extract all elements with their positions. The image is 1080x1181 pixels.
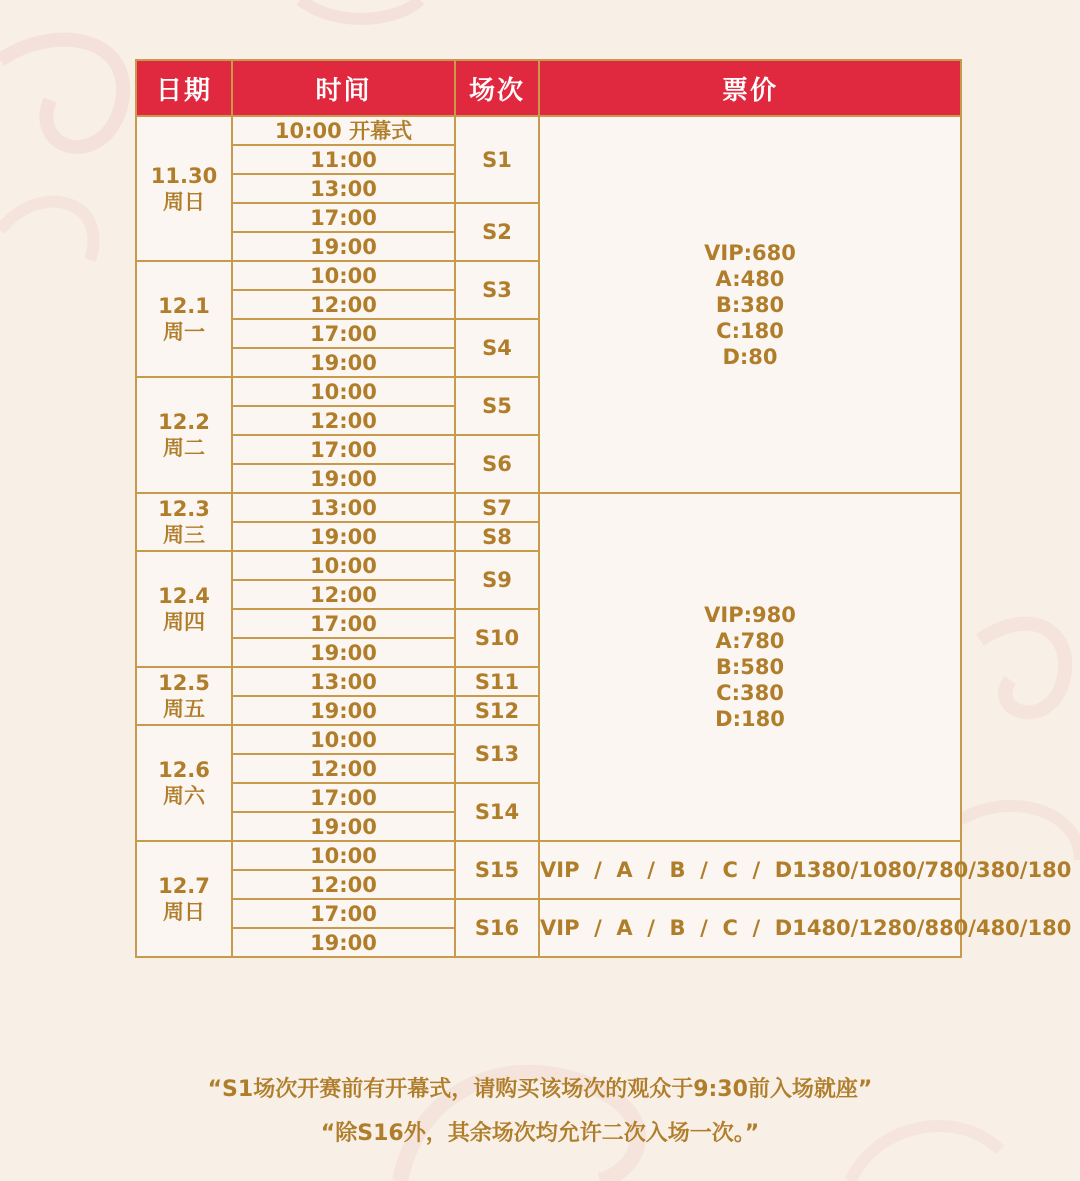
price-line: B:380	[715, 292, 785, 317]
price-line: D:180	[715, 707, 785, 731]
weekday: 周四	[163, 610, 205, 634]
time-cell: 19:00	[232, 522, 455, 551]
time-cell: 17:00	[232, 435, 455, 464]
price-cell	[539, 493, 961, 841]
time-cell: 17:00	[232, 319, 455, 348]
table-row	[136, 493, 961, 522]
time-cell: 10:00	[232, 261, 455, 290]
table-row	[136, 899, 961, 928]
price-cell	[539, 841, 1072, 899]
session-cell: S14	[455, 783, 539, 841]
time-cell: 12:00	[232, 580, 455, 609]
price-line: B:580	[715, 655, 785, 679]
price-line: VIP / A / B / C / D	[540, 916, 793, 940]
time-cell: 10:00	[232, 841, 455, 870]
date-cell	[136, 377, 232, 493]
time-cell: 12:00	[232, 406, 455, 435]
price-line: VIP / A / B / C / D	[540, 858, 793, 882]
time-cell: 12:00	[232, 754, 455, 783]
price-line: C:180	[716, 318, 784, 343]
weekday: 周日	[163, 189, 205, 214]
time-cell: 13:00	[232, 493, 455, 522]
date-cell	[136, 116, 232, 261]
session-cell: S9	[455, 551, 539, 609]
schedule-body	[136, 116, 1072, 957]
time-cell: 13:00	[232, 667, 455, 696]
weekday: 周六	[163, 784, 205, 808]
date-cell	[136, 261, 232, 377]
date-cell	[136, 841, 232, 957]
date-value: 12.4	[158, 584, 210, 608]
time-cell: 19:00	[232, 696, 455, 725]
price-line: 1480/1280/880/480/180	[792, 916, 1072, 940]
time-cell: 17:00	[232, 783, 455, 812]
header-session: 场次	[455, 60, 539, 116]
date-cell	[136, 667, 232, 725]
table-row	[136, 116, 961, 145]
time-cell: 10:00	[232, 551, 455, 580]
note-reentry: “除S16外，其余场次均允许二次入场一次。”	[320, 1121, 760, 1146]
price-cell	[539, 899, 1072, 957]
header-time: 时间	[232, 60, 455, 116]
time-cell: 10:00 开幕式	[232, 116, 455, 145]
time-cell: 13:00	[232, 174, 455, 203]
header-price: 票价	[539, 60, 961, 116]
price-line: 1380/1080/780/380/180	[792, 858, 1072, 882]
date-cell	[136, 725, 232, 841]
schedule-table	[135, 59, 1072, 958]
session-cell: S13	[455, 725, 539, 783]
date-value: 12.7	[158, 874, 210, 898]
session-cell: S3	[455, 261, 539, 319]
price-line: D:80	[722, 344, 778, 369]
session-cell: S5	[455, 377, 539, 435]
weekday: 周二	[163, 436, 205, 460]
time-cell: 19:00	[232, 232, 455, 261]
time-cell: 10:00	[232, 377, 455, 406]
price-cell	[539, 116, 961, 493]
price-line: C:380	[716, 681, 784, 705]
header-date: 日期	[136, 60, 232, 116]
date-value: 12.3	[158, 497, 210, 521]
session-cell: S11	[455, 667, 539, 696]
time-cell: 17:00	[232, 203, 455, 232]
session-cell: S16	[455, 899, 539, 957]
session-cell: S7	[455, 493, 539, 522]
time-cell: 19:00	[232, 812, 455, 841]
header-row	[136, 60, 961, 116]
weekday: 周一	[163, 320, 205, 344]
session-cell: S15	[455, 841, 539, 899]
date-value: 12.1	[158, 294, 210, 318]
price-line: VIP:980	[704, 603, 796, 627]
price-line: A:780	[715, 629, 785, 653]
time-cell: 17:00	[232, 609, 455, 638]
date-cell	[136, 551, 232, 667]
price-line: VIP:680	[704, 240, 796, 265]
session-cell: S12	[455, 696, 539, 725]
date-value: 11.30	[150, 163, 218, 188]
price-line: A:480	[715, 266, 785, 291]
session-cell: S10	[455, 609, 539, 667]
session-cell: S6	[455, 435, 539, 493]
time-cell: 10:00	[232, 725, 455, 754]
session-cell: S4	[455, 319, 539, 377]
date-value: 12.5	[158, 671, 210, 695]
date-value: 12.2	[158, 410, 210, 434]
session-cell: S8	[455, 522, 539, 551]
time-cell: 19:00	[232, 928, 455, 957]
date-value: 12.6	[158, 758, 210, 782]
time-cell: 12:00	[232, 870, 455, 899]
time-cell: 19:00	[232, 638, 455, 667]
weekday: 周五	[163, 697, 205, 721]
notes	[0, 1068, 1080, 1156]
session-cell: S1	[455, 116, 539, 203]
time-cell: 11:00	[232, 145, 455, 174]
time-cell: 19:00	[232, 464, 455, 493]
session-cell: S2	[455, 203, 539, 261]
date-cell	[136, 493, 232, 551]
weekday: 周三	[163, 523, 205, 547]
time-cell: 17:00	[232, 899, 455, 928]
weekday: 周日	[163, 900, 205, 924]
time-cell: 19:00	[232, 348, 455, 377]
table-row	[136, 841, 961, 870]
time-cell: 12:00	[232, 290, 455, 319]
note-opening-ceremony: “S1场次开赛前有开幕式，请购买该场次的观众于9:30前入场就座”	[207, 1077, 873, 1102]
